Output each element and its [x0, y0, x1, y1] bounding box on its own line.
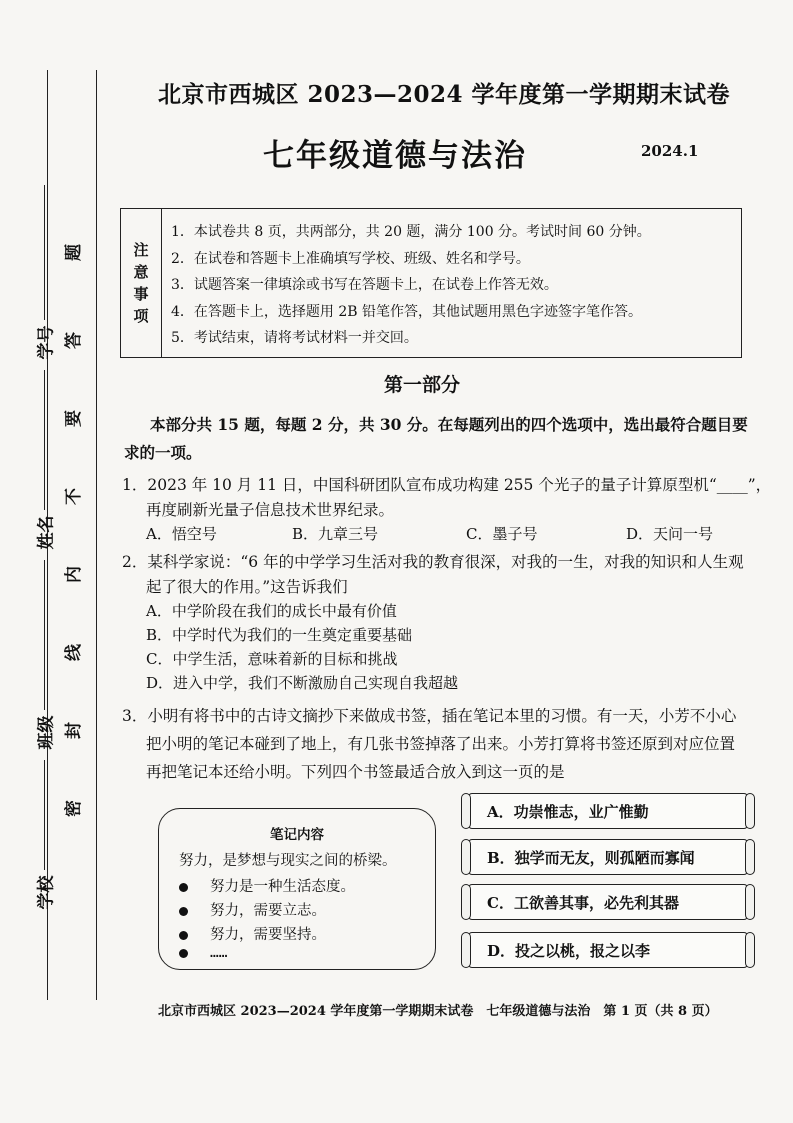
notice-label-char: 注	[133, 241, 149, 259]
q3-option-d[interactable]	[468, 932, 748, 968]
note-bullet-item	[179, 899, 326, 920]
seal-char: 封	[64, 722, 84, 739]
seal-char: 答	[64, 332, 84, 349]
q3-option-c[interactable]	[468, 884, 748, 920]
q1-stem-line2: 再度刷新光量子信息技术世界纪录。	[146, 501, 395, 519]
note-card	[158, 808, 436, 970]
part-intro-line2: 求的一项。	[124, 443, 202, 462]
bullet-icon	[179, 883, 188, 892]
notice-box	[120, 208, 742, 358]
note-bullet-text: 努力是一种生活态度。	[210, 879, 355, 895]
note-bullet-item	[179, 945, 227, 961]
field-school-label: 学校	[36, 875, 57, 910]
q1-option-b[interactable]: B．九章三号	[292, 525, 379, 543]
note-bullet-text: ……	[210, 945, 228, 961]
q1-option-a[interactable]: A．悟空号	[146, 525, 217, 543]
q2-option-d[interactable]: D．进入中学，我们不断激励自己实现自我超越	[146, 674, 459, 692]
q2-option-c[interactable]: C．中学生活，意味着新的目标和挑战	[146, 650, 398, 668]
seal-char: 密	[64, 800, 84, 817]
q3-stem-line2: 把小明的笔记本碰到了地上，有几张书签掉落了出来。小芳打算将书签还原到对应位置	[146, 735, 736, 753]
seal-char: 线	[64, 644, 84, 661]
note-bullet-item	[179, 875, 355, 896]
q3-option-b[interactable]	[468, 839, 748, 875]
field-school-line[interactable]	[44, 760, 46, 870]
exam-date: 2024.1	[641, 142, 699, 160]
note-first-line: 努力，是梦想与现实之间的桥梁。	[179, 853, 397, 869]
field-id-label: 学号	[36, 325, 57, 360]
part-title: 第一部分	[384, 374, 461, 396]
q3-option-a[interactable]	[468, 793, 748, 829]
notice-label	[121, 209, 162, 357]
notice-label-char: 意	[133, 263, 149, 281]
q3-option-c-label: C．工欲善其事，必先利其器	[487, 894, 679, 912]
seal-char: 要	[64, 410, 84, 427]
q3-stem-line1: 3．小明有将书中的古诗文摘抄下来做成书签，插在笔记本里的习惯。有一天，小芳不小心	[122, 707, 737, 725]
q3-option-a-label: A．功崇惟志，业广惟勤	[487, 803, 649, 821]
q3-stem-line3: 再把笔记本还给小明。下列四个书签最适合放入到这一页的是	[146, 763, 565, 781]
notice-item: 5．考试结束，请将考试材料一并交回。	[171, 330, 418, 346]
note-title: 笔记内容	[270, 827, 324, 843]
notice-label-char: 事	[133, 285, 149, 303]
seal-char: 题	[64, 244, 84, 261]
q2-option-b[interactable]: B．中学时代为我们的一生奠定重要基础	[146, 626, 413, 644]
seal-char: 不	[64, 488, 84, 505]
bullet-icon	[179, 949, 188, 958]
field-name-label: 姓名	[36, 515, 57, 550]
field-name-line[interactable]	[44, 370, 46, 510]
q1-option-d[interactable]: D．天问一号	[626, 525, 714, 543]
notice-item: 3．试题答案一律填涂或书写在答题卡上，在试卷上作答无效。	[171, 277, 558, 293]
field-id-line[interactable]	[44, 185, 46, 320]
notice-label-char: 项	[133, 307, 149, 325]
exam-title: 北京市西城区 2023—2024 学年度第一学期期末试卷	[158, 81, 731, 108]
note-bullet-text: 努力，需要坚持。	[210, 927, 326, 943]
subject-title: 七年级道德与法治	[263, 138, 527, 174]
notice-item: 4．在答题卡上，选择题用 2B 铅笔作答，其他试题用黑色字迹签字笔作答。	[171, 303, 643, 320]
q1-stem-line1: 1．2023 年 10 月 11 日，中国科研团队宣布成功构建 255 个光子的量子计算原型机“____”，	[122, 476, 772, 494]
q2-stem-line1: 2．某科学家说：“6 年的中学学习生活对我的教育很深，对我的一生，对我的知识和人生观	[122, 553, 744, 571]
bullet-icon	[179, 907, 188, 916]
note-bullet-text: 努力，需要立志。	[210, 903, 326, 919]
page-footer: 北京市西城区 2023—2024 学年度第一学期期末试卷 七年级道德与法治 第 1 页（共 8 页）	[158, 1004, 718, 1019]
notice-item: 1．本试卷共 8 页，共两部分，共 20 题，满分 100 分。考试时间 60 分钟。	[171, 224, 651, 240]
margin-line-right	[96, 70, 97, 1000]
field-class-line[interactable]	[44, 560, 46, 710]
q1-option-c[interactable]: C．墨子号	[466, 525, 538, 543]
q3-option-b-label: B．独学而无友，则孤陋而寡闻	[487, 849, 695, 867]
q2-stem-line2: 起了很大的作用。”这告诉我们	[146, 578, 348, 596]
q2-option-a[interactable]: A．中学阶段在我们的成长中最有价值	[146, 602, 397, 620]
bullet-icon	[179, 931, 188, 940]
field-class-label: 班级	[36, 715, 57, 750]
note-bullet-item	[179, 923, 326, 944]
q3-option-d-label: D．投之以桃，报之以李	[487, 942, 651, 960]
seal-char: 内	[64, 566, 84, 583]
part-intro-line1: 本部分共 15 题，每题 2 分，共 30 分。在每题列出的四个选项中，选出最符合题目要	[150, 415, 748, 434]
notice-list	[171, 219, 651, 352]
notice-item: 2．在试卷和答题卡上准确填写学校、班级、姓名和学号。	[171, 250, 530, 267]
